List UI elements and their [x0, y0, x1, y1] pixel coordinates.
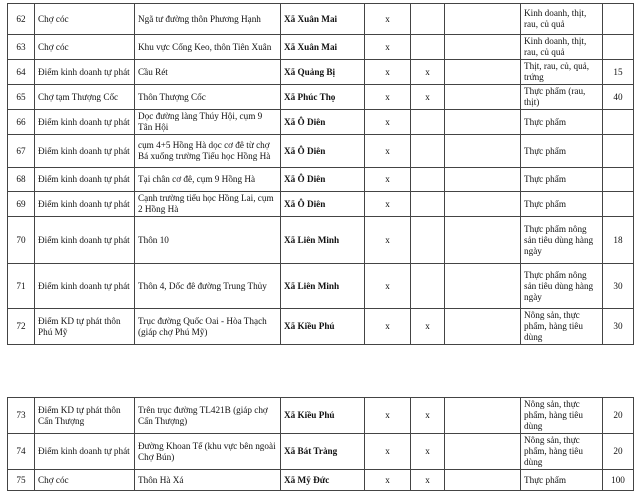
mark-col-1: x [365, 35, 411, 60]
market-type: Điểm kinh doanh tự phát [35, 217, 135, 264]
mark-col-2 [411, 4, 445, 35]
mark-col-2: x [411, 398, 445, 434]
table-row [8, 398, 634, 434]
mark-col-2: x [411, 434, 445, 470]
vendor-count [603, 35, 634, 60]
market-location: Trục đường Quốc Oai - Hòa Thạch (giáp chợ Phú Mỹ) [135, 309, 281, 345]
goods-description: Thực phẩm nông sản tiêu dùng hàng ngày [521, 217, 603, 264]
commune-name: Xã Kiều Phú [281, 309, 365, 345]
market-location: Thôn Hà Xá [135, 470, 281, 491]
vendor-count: 30 [603, 309, 634, 345]
mark-col-1: x [365, 4, 411, 35]
row-number: 64 [8, 60, 35, 85]
vendor-count: 20 [603, 398, 634, 434]
market-type: Chợ cóc [35, 470, 135, 491]
market-location: Thôn 4, Dốc đê đường Trung Thủy [135, 264, 281, 309]
mark-col-3 [445, 85, 521, 110]
market-type: Điểm kinh doanh tự phát [35, 264, 135, 309]
mark-col-2 [411, 168, 445, 192]
goods-description: Nông sản, thực phẩm, hàng tiêu dùng [521, 434, 603, 470]
table-row [8, 264, 634, 309]
market-type: Điểm KD tự phát thôn Phú Mỹ [35, 309, 135, 345]
vendor-count: 30 [603, 264, 634, 309]
goods-description: Thực phẩm (rau, thịt) [521, 85, 603, 110]
goods-description: Kinh doanh, thịt, rau, củ quả [521, 4, 603, 35]
market-table-bottom [7, 397, 634, 491]
goods-description: Nông sản, thực phẩm, hàng tiêu dùng [521, 398, 603, 434]
vendor-count [603, 135, 634, 168]
commune-name: Xã Quảng Bị [281, 60, 365, 85]
vendor-count: 15 [603, 60, 634, 85]
row-number: 69 [8, 192, 35, 217]
vendor-count [603, 110, 634, 135]
mark-col-1: x [365, 168, 411, 192]
market-location: Cầu Rét [135, 60, 281, 85]
vendor-count [603, 168, 634, 192]
mark-col-1: x [365, 135, 411, 168]
table-row [8, 110, 634, 135]
market-location: cụm 4+5 Hồng Hà dọc cơ đê từ chợ Bá xuống trường Tiểu học Hồng Hà [135, 135, 281, 168]
mark-col-2: x [411, 470, 445, 491]
goods-description: Thực phẩm [521, 168, 603, 192]
mark-col-3 [445, 110, 521, 135]
mark-col-2: x [411, 60, 445, 85]
commune-name: Xã Kiều Phú [281, 398, 365, 434]
market-location: Trên trục đường TL421B (giáp chợ Cấn Thượng) [135, 398, 281, 434]
market-type: Điểm kinh doanh tự phát [35, 135, 135, 168]
vendor-count: 20 [603, 434, 634, 470]
market-type: Điểm kinh doanh tự phát [35, 168, 135, 192]
mark-col-2: x [411, 309, 445, 345]
commune-name: Xã Bát Tràng [281, 434, 365, 470]
mark-col-1: x [365, 309, 411, 345]
vendor-count: 100 [603, 470, 634, 491]
market-type: Điểm kinh doanh tự phát [35, 110, 135, 135]
market-type: Chợ tạm Thượng Cốc [35, 85, 135, 110]
goods-description: Thực phẩm [521, 135, 603, 168]
row-number: 72 [8, 309, 35, 345]
market-type: Chợ cóc [35, 35, 135, 60]
table-row [8, 35, 634, 60]
vendor-count: 18 [603, 217, 634, 264]
mark-col-3 [445, 60, 521, 85]
market-location: Thôn 10 [135, 217, 281, 264]
market-location: Khu vực Cống Keo, thôn Tiên Xuân [135, 35, 281, 60]
table-row [8, 85, 634, 110]
mark-col-3 [445, 217, 521, 264]
mark-col-1: x [365, 398, 411, 434]
table-row [8, 192, 634, 217]
mark-col-3 [445, 398, 521, 434]
market-location: Cạnh trường tiểu học Hồng Lai, cụm 2 Hồng Hà [135, 192, 281, 217]
mark-col-2 [411, 35, 445, 60]
commune-name: Xã Xuân Mai [281, 35, 365, 60]
mark-col-2 [411, 192, 445, 217]
market-location: Đường Khoan Tế (khu vực bên ngoài Chợ Bún) [135, 434, 281, 470]
vendor-count [603, 4, 634, 35]
table-row [8, 4, 634, 35]
mark-col-1: x [365, 60, 411, 85]
row-number: 62 [8, 4, 35, 35]
table-row [8, 60, 634, 85]
goods-description: Thực phẩm [521, 192, 603, 217]
row-number: 71 [8, 264, 35, 309]
table-row [8, 217, 634, 264]
row-number: 68 [8, 168, 35, 192]
row-number: 63 [8, 35, 35, 60]
mark-col-3 [445, 470, 521, 491]
commune-name: Xã Ô Diên [281, 110, 365, 135]
row-number: 73 [8, 398, 35, 434]
mark-col-1: x [365, 85, 411, 110]
row-number: 70 [8, 217, 35, 264]
mark-col-2 [411, 110, 445, 135]
market-location: Dọc đường làng Thúy Hội, cụm 9 Tân Hội [135, 110, 281, 135]
market-location: Tại chân cơ đê, cụm 9 Hồng Hà [135, 168, 281, 192]
mark-col-1: x [365, 434, 411, 470]
mark-col-2 [411, 135, 445, 168]
table-row [8, 434, 634, 470]
market-type: Điểm kinh doanh tự phát [35, 434, 135, 470]
mark-col-3 [445, 192, 521, 217]
market-type: Điểm kinh doanh tự phát [35, 60, 135, 85]
row-number: 67 [8, 135, 35, 168]
mark-col-2 [411, 217, 445, 264]
market-location: Ngã tư đường thôn Phương Hạnh [135, 4, 281, 35]
row-number: 75 [8, 470, 35, 491]
mark-col-2 [411, 264, 445, 309]
mark-col-1: x [365, 264, 411, 309]
mark-col-3 [445, 309, 521, 345]
commune-name: Xã Xuân Mai [281, 4, 365, 35]
commune-name: Xã Liên Minh [281, 217, 365, 264]
commune-name: Xã Ô Diên [281, 168, 365, 192]
mark-col-1: x [365, 110, 411, 135]
goods-description: Kinh doanh, thịt, rau, củ quả [521, 35, 603, 60]
commune-name: Xã Liên Minh [281, 264, 365, 309]
mark-col-3 [445, 168, 521, 192]
mark-col-3 [445, 35, 521, 60]
goods-description: Nông sản, thực phẩm, hàng tiêu dùng [521, 309, 603, 345]
commune-name: Xã Mỹ Đức [281, 470, 365, 491]
goods-description: Thực phẩm [521, 110, 603, 135]
vendor-count: 40 [603, 85, 634, 110]
mark-col-2: x [411, 85, 445, 110]
table-row [8, 470, 634, 491]
mark-col-3 [445, 264, 521, 309]
market-type: Điểm kinh doanh tự phát [35, 192, 135, 217]
commune-name: Xã Phúc Thọ [281, 85, 365, 110]
goods-description: Thực phẩm nông sản tiêu dùng hàng ngày [521, 264, 603, 309]
market-table-top [7, 3, 634, 345]
table-row [8, 309, 634, 345]
commune-name: Xã Ô Diên [281, 135, 365, 168]
mark-col-3 [445, 135, 521, 168]
commune-name: Xã Ô Diên [281, 192, 365, 217]
table-row [8, 168, 634, 192]
mark-col-1: x [365, 217, 411, 264]
table-row [8, 135, 634, 168]
market-location: Thôn Thượng Cốc [135, 85, 281, 110]
row-number: 66 [8, 110, 35, 135]
row-number: 65 [8, 85, 35, 110]
row-number: 74 [8, 434, 35, 470]
mark-col-1: x [365, 470, 411, 491]
mark-col-3 [445, 4, 521, 35]
goods-description: Thịt, rau, củ, quả, trứng [521, 60, 603, 85]
market-type: Điểm KD tự phát thôn Cấn Thượng [35, 398, 135, 434]
market-type: Chợ cóc [35, 4, 135, 35]
mark-col-3 [445, 434, 521, 470]
goods-description: Thực phẩm [521, 470, 603, 491]
mark-col-1: x [365, 192, 411, 217]
vendor-count [603, 192, 634, 217]
